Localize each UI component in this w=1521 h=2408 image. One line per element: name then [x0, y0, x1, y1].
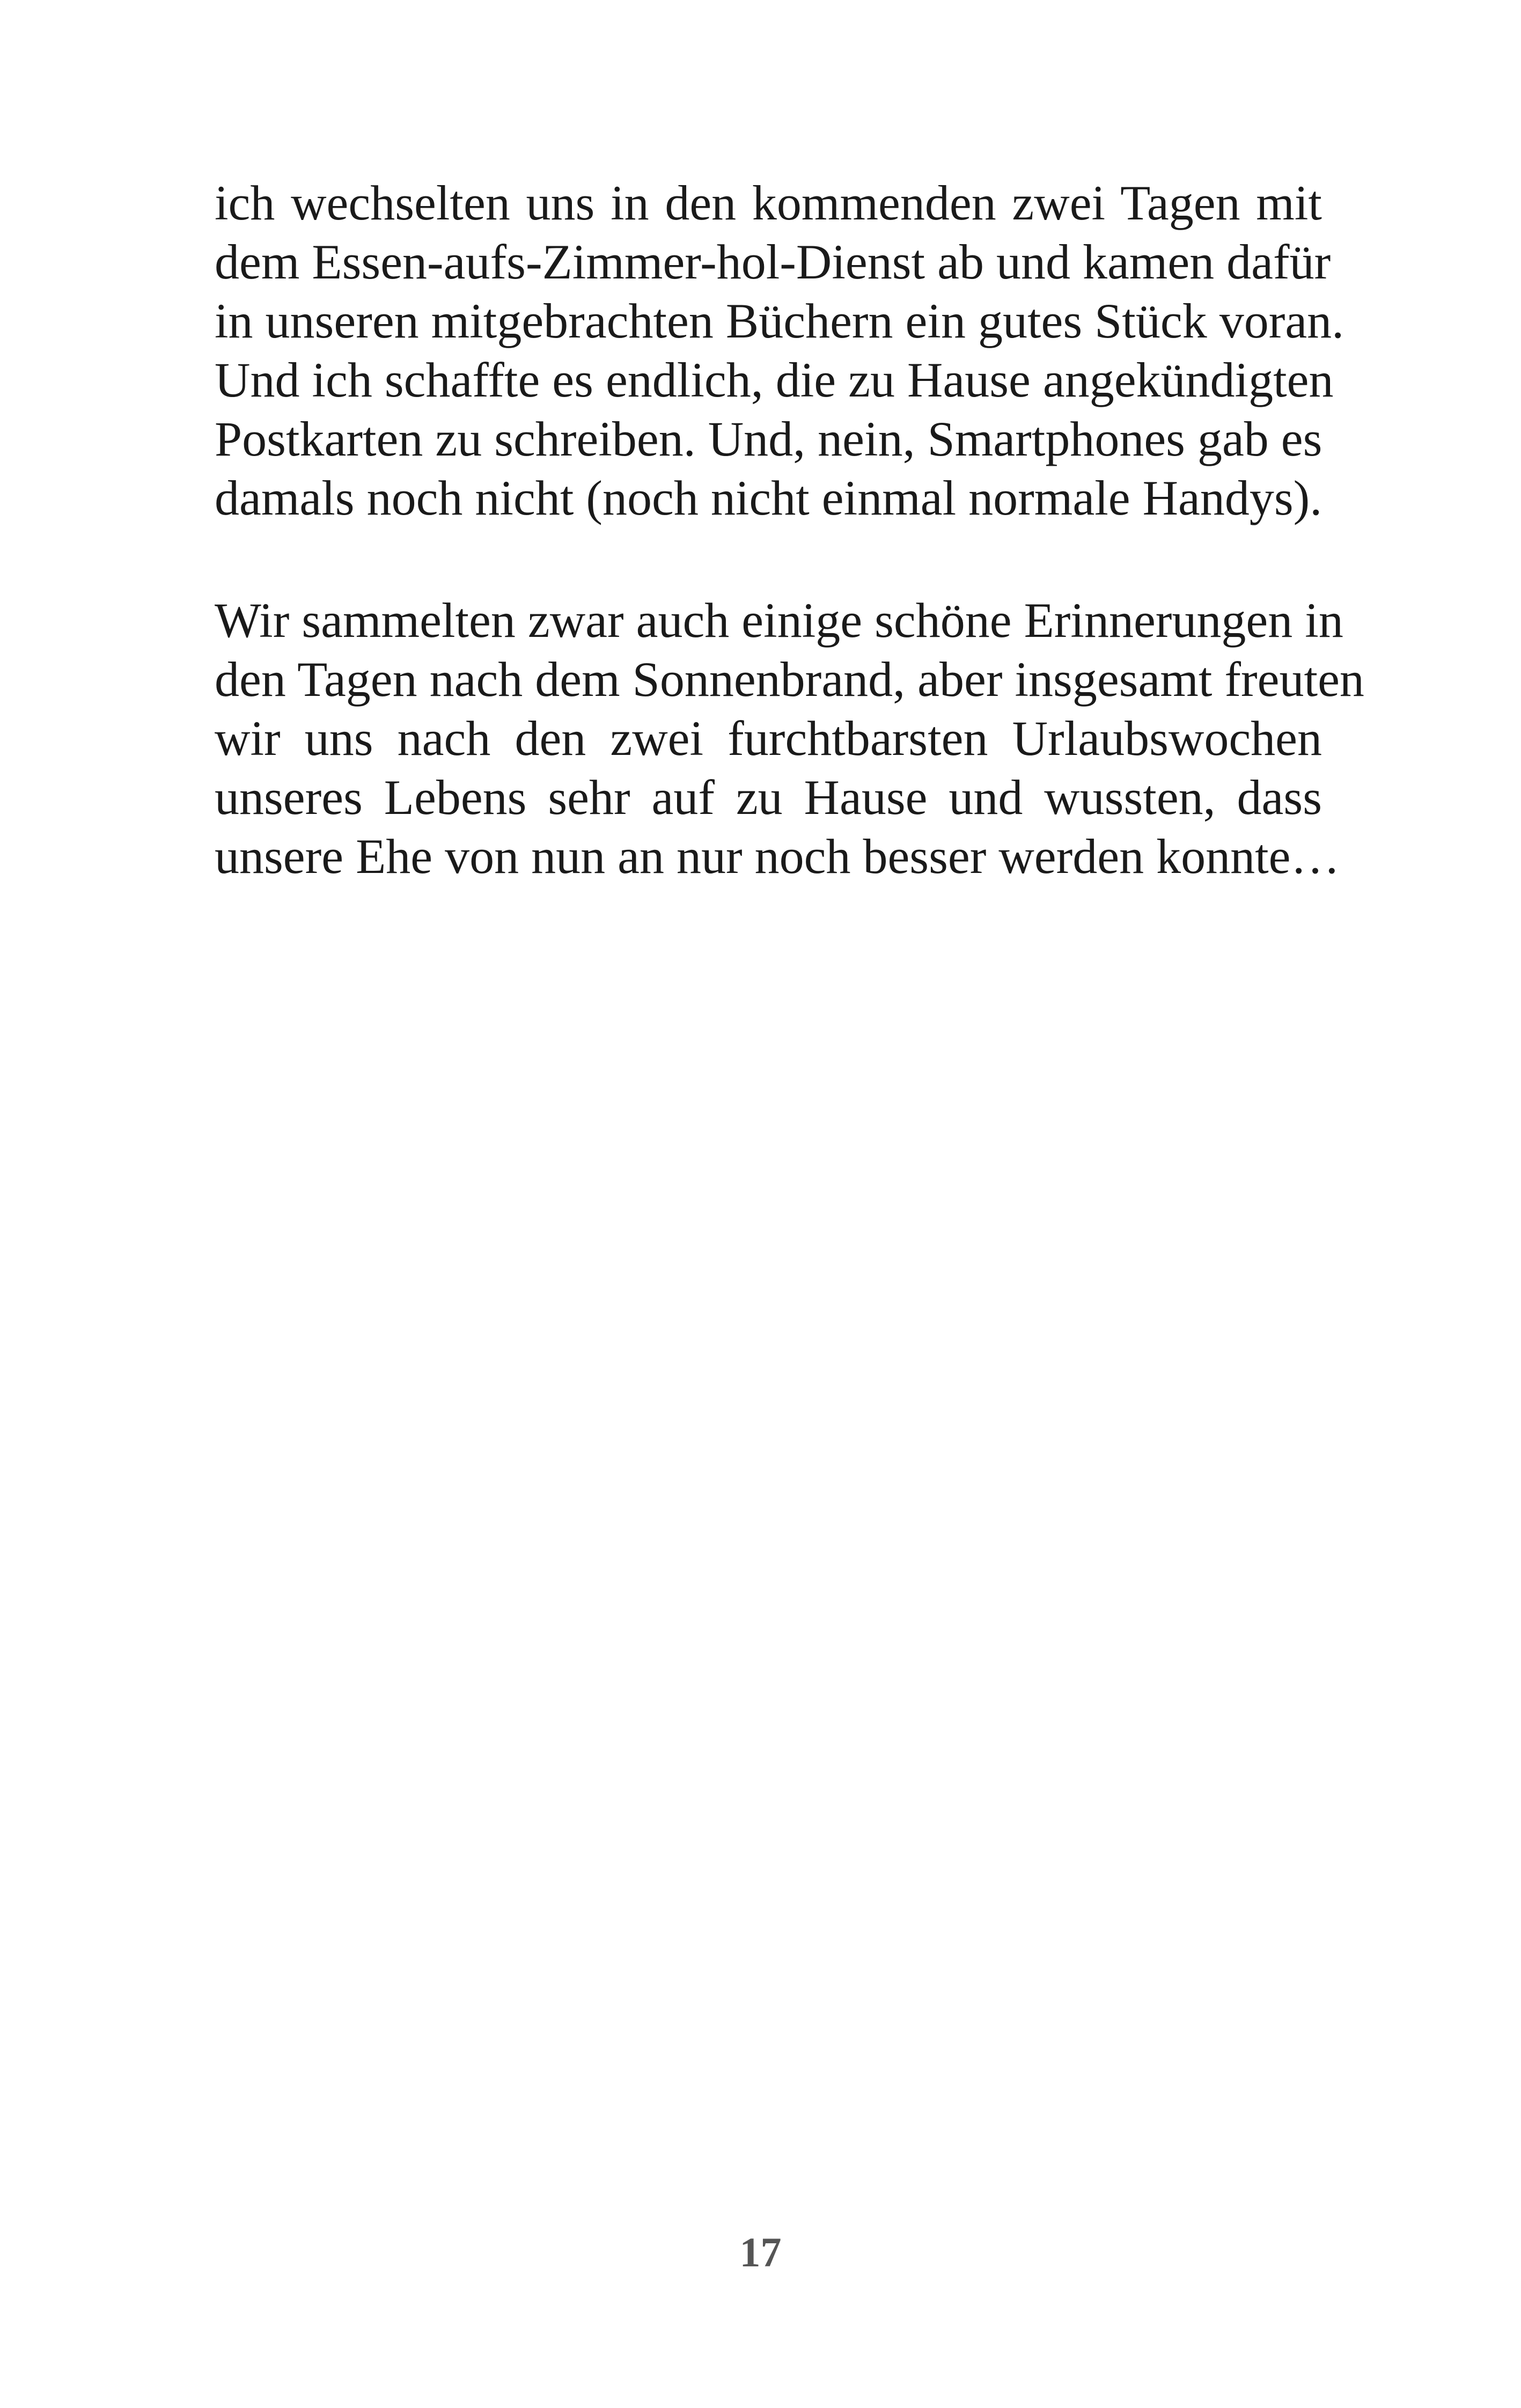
- text-line: wir uns nach den zwei furchtbarsten Urlaubswochen: [215, 711, 1322, 766]
- paragraph-1: [215, 173, 1344, 527]
- text-line: unseres Lebens sehr auf zu Hause und wussten, dass: [215, 770, 1322, 825]
- text-line: Wir sammelten zwar auch einige schöne Erinnerungen in: [215, 593, 1343, 648]
- text-line: Und ich schaffte es endlich, die zu Hause angekündigten: [215, 353, 1334, 407]
- text-line: in unseren mitgebrachten Büchern ein gutes Stück voran.: [215, 293, 1344, 348]
- text-line: ich wechselten uns in den kommenden zwei Tagen mit: [215, 175, 1322, 230]
- text-line: damals noch nicht (noch nicht einmal normale Handys).: [215, 471, 1322, 525]
- text-line: dem Essen-aufs-Zimmer-hol-Dienst ab und kamen dafür: [215, 234, 1331, 289]
- text-line: Postkarten zu schreiben. Und, nein, Smartphones gab es: [215, 412, 1322, 466]
- page-number: 17: [739, 2229, 782, 2275]
- paragraph-2: [215, 591, 1364, 886]
- text-line: den Tagen nach dem Sonnenbrand, aber insgesamt freuten: [215, 652, 1364, 707]
- text-line: unsere Ehe von nun an nur noch besser werden konnte…: [215, 829, 1340, 884]
